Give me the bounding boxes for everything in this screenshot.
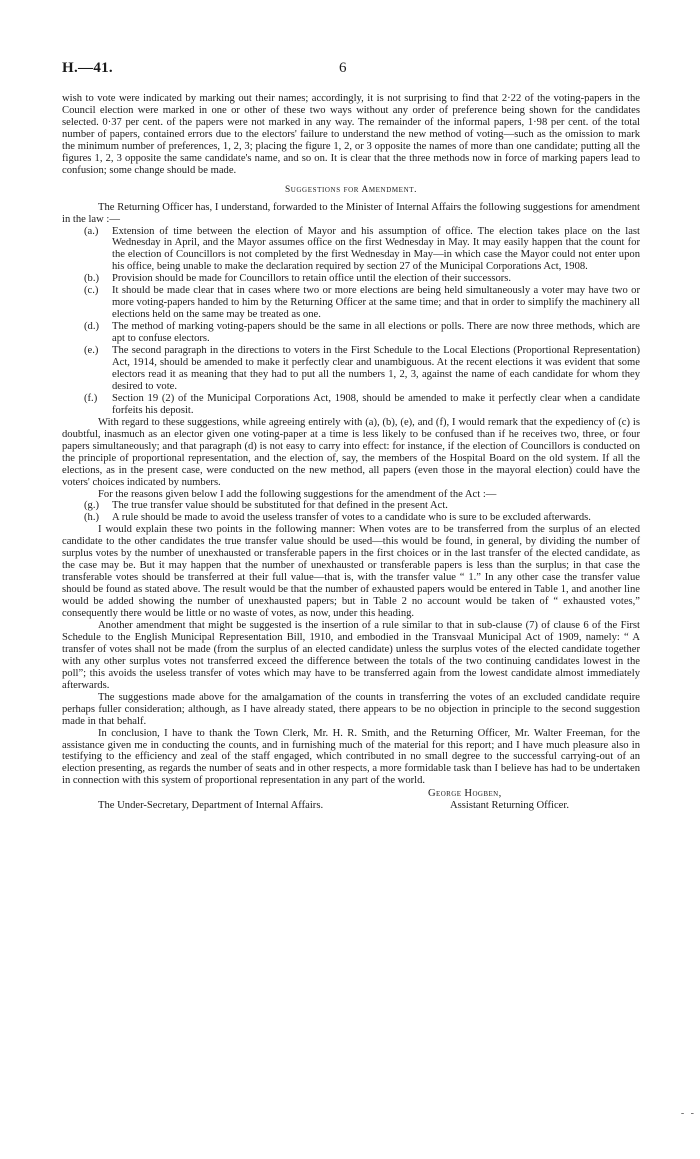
item-label: (a.) (84, 225, 99, 237)
item-text: The second paragraph in the directions to voters in the First Schedule to the Local Elections (Proportional Representation) Act, 1914, should be amended to make it perfectly clear and unambiguous. At the recent elections it was evident that some electors read it as meaning that they had to put all the numbers 1, 2, 3, against the name of each candidate for whom they desired to vote. (112, 345, 640, 392)
list-item (62, 345, 640, 393)
report-body (62, 93, 640, 814)
paragraph: With regard to these suggestions, while agreeing entirely with (a), (b), (e), and (f), I would remark that the expediency of (c) is doubtful, inasmuch as an elector given one voting-paper at a time is less likely to be confused than if he receives two, three, or four papers simultaneously; and that paragraph (d) is not easy to carry into effect: for instance, if the election of Councillors is conducted on the principle of proportional representation, and the election of, say, the members of the Hospital Board on the old system. If all the elections, as in the present case, were conducted on the new method, all papers (even those in the mayoral election) could have the voters' choices indicated by numbers. (62, 416, 640, 488)
item-label: (d.) (84, 321, 100, 333)
list-item (62, 512, 640, 524)
document-reference: H.—41. (62, 60, 113, 76)
paragraph: For the reasons given below I add the following suggestions for the amendment of the Act :— (98, 488, 497, 500)
paragraph: In conclusion, I have to thank the Town Clerk, Mr. H. R. Smith, and the Returning Officer, Mr. Walter Freeman, for the assistance given me in conducting the counts, and in furnishing much of the material for this report; and I have much pleasure also in testifying to the efficiency and zeal of the staff engaged, which contributed in no small degree to the successful carrying-out of an election presenting, as regards the number of seats and in other respects, a more formidable task than I believe has had to be undertaken in connection with this system of proportional representation in any part of the world. (62, 727, 640, 787)
signatory-name: George Hogben, (428, 788, 502, 800)
signature-block (62, 788, 640, 814)
item-text: Extension of time between the election of Mayor and his assumption of office. The election takes place on the last Wednesday in April, and the Mayor assumes office on the first Wednesday in May. It may easily happen that the count for the election of Councillors is not completed by the first Wednesday in May—in which case the Mayor could not enter upon his office, being unable to make the declaration required by section 27 of the Municipal Corporations Act, 1908. (112, 225, 640, 273)
item-label: (e.) (84, 345, 99, 357)
item-text: It should be made clear that in cases where two or more elections are being held simultaneously a voter may have two or more voting-papers handed to him by the Returning Officer at the same time; and that in order to simplify the machinery all elections held on the same may be treated as one. (112, 285, 640, 321)
item-text: Provision should be made for Councillors to retain office until the election of their successors. (112, 273, 512, 285)
list-item (62, 500, 640, 512)
paragraph: I would explain these two points in the following manner: When votes are to be transferred from the surplus of an elected candidate to the other candidates the true transfer value should be used—this would be found, in general, by dividing the number of surplus votes by the number of unexhausted or transferable papers in the first choices or in the last transfer of the elected candidate, as the case may be. But it may happen that the number of unexhausted or transferable papers is less than the surplus; in that case the transferable votes should be transferred at their full value—that is, with the transfer value “ 1.” In any other case the transfer value should be found as stated above. The result would be that the number of exhausted papers would be entered in Table 1, and another line would be added showing the number of unexhausted papers; but in Table 2 no account would be taken of “ exhausted votes,” consequently there would be little or no waste of votes, as now, under this heading. (62, 524, 640, 620)
list-item (62, 226, 640, 274)
item-label: (h.) (84, 512, 100, 524)
list-item (62, 393, 640, 417)
item-text: A rule should be made to avoid the useless transfer of votes to a candidate who is sure to be excluded afterwards. (112, 512, 591, 524)
item-label: (g.) (84, 500, 100, 512)
signatory-title: Assistant Returning Officer. (450, 800, 569, 812)
list-item (62, 285, 640, 321)
page-edge-mark: - - (680, 1108, 696, 1119)
list-item (62, 273, 640, 285)
suggestion-list (62, 226, 640, 417)
list-item (62, 321, 640, 345)
page-number: 6 (339, 60, 347, 76)
paragraph: The Returning Officer has, I understand, forwarded to the Minister of Internal Affairs the following suggestions for amendment in the law :— (62, 201, 640, 225)
page-header (62, 60, 640, 82)
item-text: The true transfer value should be substituted for that defined in the present Act. (112, 500, 448, 512)
paragraph: wish to vote were indicated by marking out their names; accordingly, it is not surprising to find that 2·22 of the voting-papers in the Council election were marked in one or other of these two ways without any order of preference being shown for the candidates selected. 0·37 per cent. of the papers were not marked in any way. The remainder of the informal papers, 1·98 per cent. of the total number of papers, contained errors due to the electors' failure to understand the new method of voting—such as the omission to mark the minimum number of preferences, 1, 2, 3; placing the figure 1, 2, or 3 opposite the names of more than one candidate; putting all the figures 1, 2, 3 opposite the same candidate's name, and so on. It is clear that the three methods now in force of marking papers lead to confusion; some change should be made. (62, 93, 640, 176)
act-suggestion-list (62, 500, 640, 524)
item-text: The method of marking voting-papers should be the same in all elections or polls. There are now three methods, which are apt to confuse electors. (112, 321, 640, 345)
section-heading: Suggestions for Amendment. (284, 184, 418, 195)
addressee: The Under-Secretary, Department of Internal Affairs. (98, 800, 324, 812)
item-label: (b.) (84, 273, 100, 285)
paragraph: The suggestions made above for the amalgamation of the counts in transferring the votes of an excluded candidate require perhaps fuller consideration; although, as I have already stated, there appears to be no objection in principle to the second suggestion made in that behalf. (62, 691, 640, 727)
paragraph: Another amendment that might be suggested is the insertion of a rule similar to that in sub-clause (7) of clause 6 of the First Schedule to the English Municipal Representation Bill, 1910, and embodied in the Transvaal Municipal Act of 1909, namely: “ A transfer of votes shall not be made (from the surplus of an elected candidate) unless the surplus votes of the elected candidate together with any other surplus votes not transferred exceed the difference between the totals of the two continuing candidates lowest in the poll”; this avoids the useless transfer of votes which may have to be transferred again from the lowest candidate almost immediately afterwards. (62, 619, 640, 691)
item-label: (c.) (84, 285, 99, 297)
item-label: (f.) (84, 392, 98, 404)
item-text: Section 19 (2) of the Municipal Corporations Act, 1908, should be amended to make it perfectly clear when a candidate forfeits his deposit. (112, 392, 640, 416)
